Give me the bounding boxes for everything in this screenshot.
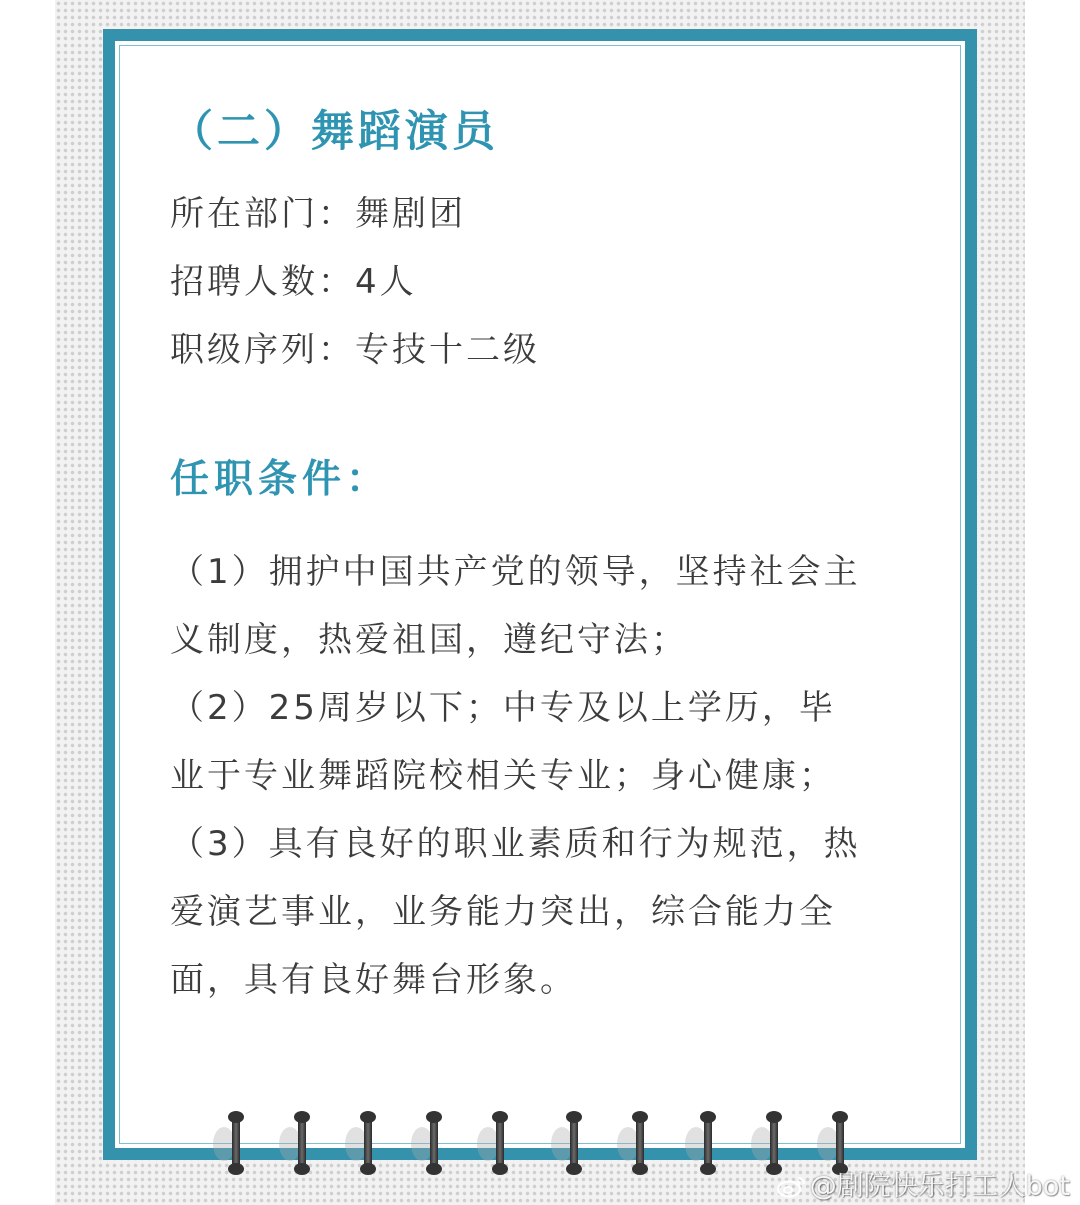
binding-ring (485, 1113, 515, 1173)
requirement-line: 爱演艺事业，业务能力突出，综合能力全 (170, 892, 836, 932)
binding-ring (353, 1113, 383, 1173)
info-label: 招聘人数： (170, 262, 355, 302)
requirements-list (170, 538, 915, 1014)
binding-ring (693, 1113, 723, 1173)
info-rank (170, 330, 540, 370)
watermark-text: @剧院快乐打工人bot (809, 1171, 1070, 1202)
weibo-logo-icon (776, 1174, 806, 1198)
info-label: 职级序列： (170, 330, 355, 370)
binding-ring (221, 1113, 251, 1173)
info-department (170, 194, 466, 234)
section-title: （二）舞蹈演员 (170, 107, 499, 157)
binding-ring (559, 1113, 589, 1173)
info-headcount (170, 262, 417, 302)
info-value: 4人 (355, 262, 417, 302)
requirement-line: 业于专业舞蹈院校相关专业；身心健康； (170, 756, 836, 796)
requirement-line: 义制度，热爱祖国，遵纪守法； (170, 620, 688, 660)
info-value: 舞剧团 (355, 194, 466, 234)
requirement-line: 面，具有良好舞台形象。 (170, 960, 577, 1000)
watermark (776, 1164, 1070, 1203)
binding-ring (287, 1113, 317, 1173)
info-value: 专技十二级 (355, 330, 540, 370)
requirement-line: （3）具有良好的职业素质和行为规范，热 (170, 824, 861, 864)
binding-ring (625, 1113, 655, 1173)
info-label: 所在部门： (170, 194, 355, 234)
requirement-line: （1）拥护中国共产党的领导，坚持社会主 (170, 552, 861, 592)
binding-ring (419, 1113, 449, 1173)
requirements-title: 任职条件： (170, 457, 391, 502)
requirement-line: （2）25周岁以下；中专及以上学历，毕 (170, 688, 836, 728)
